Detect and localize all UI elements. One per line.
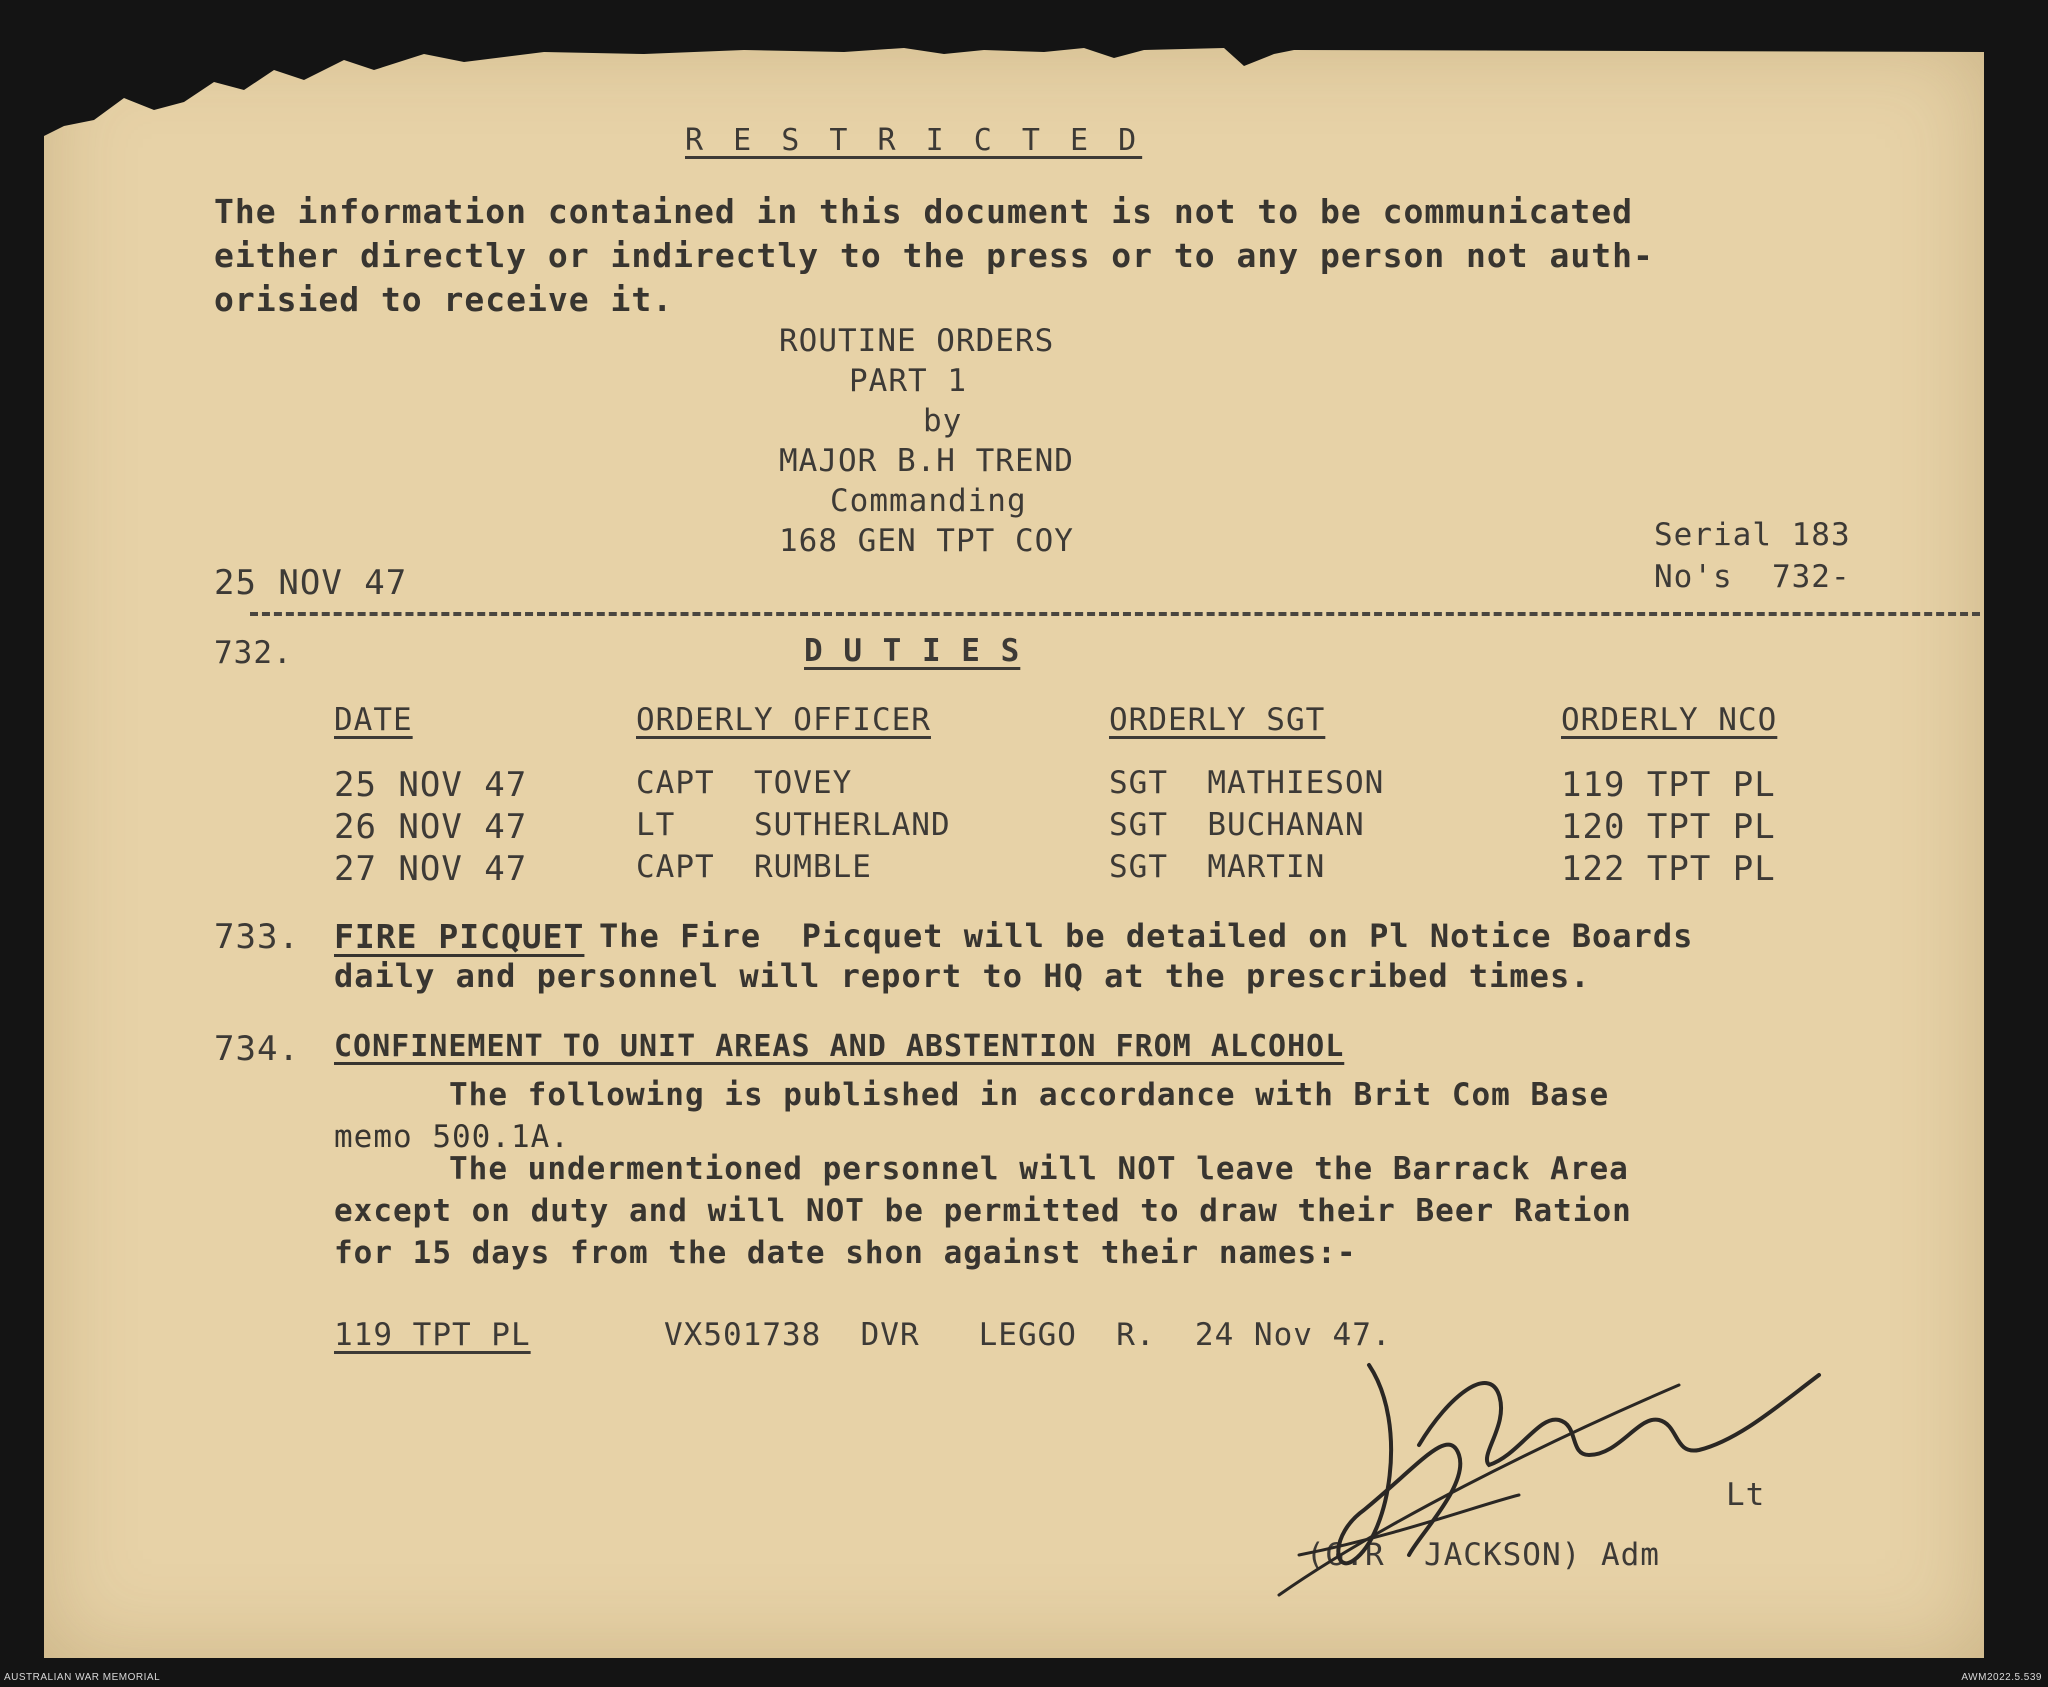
confinement-number: 734. bbox=[214, 1029, 300, 1069]
order-numbers: No's 732- bbox=[1654, 559, 1851, 595]
fire-picquet-line-1: The Fire Picquet will be detailed on Pl Notice Boards bbox=[599, 917, 1694, 955]
duties-col-date: DATE bbox=[334, 702, 413, 738]
section-divider bbox=[250, 612, 1980, 616]
confinement-line-1: The following is published in accordance with Brit Com Base bbox=[449, 1077, 1610, 1113]
fire-picquet-number: 733. bbox=[214, 917, 300, 957]
duty-row-1-officer: CAPT TOVEY bbox=[636, 765, 853, 801]
duty-row-3-sgt: SGT MARTIN bbox=[1109, 849, 1326, 885]
duties-col-nco: ORDERLY NCO bbox=[1561, 702, 1778, 738]
confinement-line-4: except on duty and will NOT be permitted to draw their Beer Ration bbox=[334, 1193, 1632, 1229]
header-unit: 168 GEN TPT COY bbox=[779, 523, 1074, 559]
notice-line-3: orisied to receive it. bbox=[214, 280, 674, 319]
duties-title: D U T I E S bbox=[804, 633, 1021, 669]
header-title: ROUTINE ORDERS bbox=[779, 323, 1055, 359]
footer-archive-name: AUSTRALIAN WAR MEMORIAL bbox=[4, 1672, 161, 1683]
confinement-line-2: memo 500.1A. bbox=[334, 1119, 570, 1155]
duty-row-2-nco: 120 TPT PL bbox=[1561, 807, 1776, 847]
duty-row-3-nco: 122 TPT PL bbox=[1561, 849, 1776, 889]
confinement-entry-detail: VX501738 DVR LEGGO R. 24 Nov 47. bbox=[664, 1317, 1392, 1353]
duty-row-2-officer: LT SUTHERLAND bbox=[636, 807, 951, 843]
confinement-entry-unit: 119 TPT PL bbox=[334, 1317, 531, 1353]
notice-line-1: The information contained in this document is not to be communicated bbox=[214, 192, 1634, 231]
notice-line-2: either directly or indirectly to the press or to any person not auth- bbox=[214, 236, 1654, 275]
signatory-name: (G.R JACKSON) Adm bbox=[1306, 1537, 1660, 1573]
duty-row-3-officer: CAPT RUMBLE bbox=[636, 849, 872, 885]
fire-picquet-title: FIRE PICQUET bbox=[334, 917, 585, 956]
handwritten-signature bbox=[1259, 1305, 1839, 1625]
serial-number: Serial 183 bbox=[1654, 517, 1851, 553]
duty-row-2-sgt: SGT BUCHANAN bbox=[1109, 807, 1365, 843]
confinement-line-3: The undermentioned personnel will NOT leave the Barrack Area bbox=[449, 1151, 1629, 1187]
fire-picquet-line-2: daily and personnel will report to HQ at the prescribed times. bbox=[334, 957, 1591, 995]
duties-col-sgt: ORDERLY SGT bbox=[1109, 702, 1326, 738]
duties-col-officer: ORDERLY OFFICER bbox=[636, 702, 931, 738]
header-role: Commanding bbox=[830, 483, 1027, 519]
duty-row-3-date: 27 NOV 47 bbox=[334, 849, 528, 889]
document-sheet bbox=[44, 40, 1984, 1658]
classification-heading: R E S T R I C T E D bbox=[685, 123, 1143, 158]
header-part: PART 1 bbox=[849, 363, 967, 399]
confinement-line-5: for 15 days from the date shon against their names:- bbox=[334, 1235, 1357, 1271]
confinement-title: CONFINEMENT TO UNIT AREAS AND ABSTENTION FROM ALCOHOL bbox=[334, 1029, 1345, 1064]
duty-row-1-nco: 119 TPT PL bbox=[1561, 765, 1776, 805]
header-officer: MAJOR B.H TREND bbox=[779, 443, 1074, 479]
footer-reference: AWM2022.5.539 bbox=[1961, 1672, 2042, 1683]
duty-row-1-date: 25 NOV 47 bbox=[334, 765, 528, 805]
header-by: by bbox=[923, 403, 963, 439]
order-date: 25 NOV 47 bbox=[214, 563, 408, 603]
duty-row-2-date: 26 NOV 47 bbox=[334, 807, 528, 847]
duty-row-1-sgt: SGT MATHIESON bbox=[1109, 765, 1385, 801]
duties-number: 732. bbox=[214, 635, 293, 671]
signatory-rank: Lt bbox=[1726, 1477, 1766, 1513]
